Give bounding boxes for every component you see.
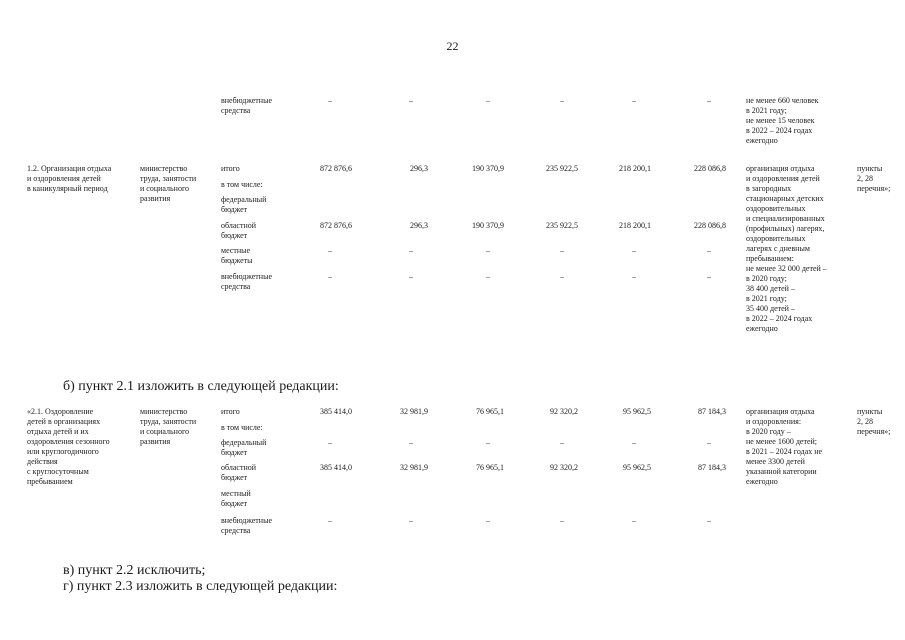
value-cell: 92 320,2 xyxy=(550,407,578,416)
value-cell: – xyxy=(707,272,711,281)
value-cell: 296,3 xyxy=(410,164,428,173)
source-local: местные бюджеты xyxy=(221,246,253,265)
value-cell: 872 876,6 xyxy=(320,164,352,173)
source-offbudget: внебюджетные средства xyxy=(221,516,272,535)
value-cell: – xyxy=(707,516,711,525)
measure-name: «2.1. Оздоровление детей в организациях отдыха детей и их оздоровления сезонного или круглогодичного действия с круглосуточным пребыванием xyxy=(27,407,110,486)
value-cell: 235 922,5 xyxy=(546,164,578,173)
value-cell: – xyxy=(328,246,332,255)
value-cell: 76 965,1 xyxy=(476,463,504,472)
value-cell: 190 370,9 xyxy=(472,221,504,230)
value-cell: 218 200,1 xyxy=(619,164,651,173)
value-cell: – xyxy=(409,516,413,525)
value-cell: 235 922,5 xyxy=(546,221,578,230)
value-cell: 95 962,5 xyxy=(623,463,651,472)
value-cell: 190 370,9 xyxy=(472,164,504,173)
value-cell: 218 200,1 xyxy=(619,221,651,230)
value-cell: 87 184,3 xyxy=(698,407,726,416)
value-cell: 385 414,0 xyxy=(320,463,352,472)
value-cell: – xyxy=(632,246,636,255)
executor: министерство труда, занятости и социального развития xyxy=(140,407,197,446)
source-including: в том числе: xyxy=(221,180,263,189)
reference-text: пункты 2, 28 перечня»; xyxy=(857,164,891,193)
source-regional: областной бюджет xyxy=(221,463,257,482)
outcome-text: организация отдыха и оздоровления: в 2020 году – не менее 1600 детей; в 2021 – 2024 годах не менее 3300 детей указанной категории ежегодно xyxy=(746,407,823,486)
paragraph-v: в) пункт 2.2 исключить; xyxy=(63,563,206,578)
value-cell: 76 965,1 xyxy=(476,407,504,416)
value-cell: – xyxy=(409,272,413,281)
value-cell: – xyxy=(486,516,490,525)
source-offbudget: внебюджетные средства xyxy=(221,96,272,115)
source-federal: федеральный бюджет xyxy=(221,438,267,457)
value-cell: 872 876,6 xyxy=(320,221,352,230)
value-cell: – xyxy=(409,96,413,105)
source-federal: федеральный бюджет xyxy=(221,195,267,214)
value-cell: 385 414,0 xyxy=(320,407,352,416)
outcome-text: не менее 660 человек в 2021 году; не менее 15 человек в 2022 – 2024 годах ежегодно xyxy=(746,96,819,145)
value-cell: – xyxy=(560,516,564,525)
source-including: в том числе: xyxy=(221,423,263,432)
value-cell: – xyxy=(328,272,332,281)
source-total: итого xyxy=(221,164,240,173)
value-cell: – xyxy=(707,96,711,105)
value-cell: – xyxy=(707,246,711,255)
value-cell: – xyxy=(328,516,332,525)
value-cell: – xyxy=(560,272,564,281)
value-cell: – xyxy=(486,96,490,105)
source-total: итого xyxy=(221,407,240,416)
value-cell: 32 981,9 xyxy=(400,463,428,472)
paragraph-b: б) пункт 2.1 изложить в следующей редакции: xyxy=(63,379,339,394)
value-cell: – xyxy=(328,438,332,447)
value-cell: – xyxy=(486,438,490,447)
page-number: 22 xyxy=(446,39,459,53)
measure-name: 1.2. Организация отдыха и оздоровления детей в каникулярный период xyxy=(27,164,112,193)
value-cell: 228 086,8 xyxy=(694,221,726,230)
value-cell: – xyxy=(328,96,332,105)
outcome-text: организация отдыха и оздоровления детей в загородных стационарных детских оздоровительных и специализированных (профильных) лагерях, оздоровительных лагерях с дневным пребыванием: не менее 32 000 детей – в 2020 году; 38 400 детей – в 2021 году; 35 400 детей – в 2022 – 2024 годах ежегодно xyxy=(746,164,827,333)
value-cell: – xyxy=(486,246,490,255)
value-cell: – xyxy=(560,438,564,447)
value-cell: 32 981,9 xyxy=(400,407,428,416)
value-cell: – xyxy=(632,272,636,281)
source-offbudget: внебюджетные средства xyxy=(221,272,272,291)
value-cell: – xyxy=(707,438,711,447)
value-cell: 92 320,2 xyxy=(550,463,578,472)
reference-text: пункты 2, 28 перечня»; xyxy=(857,407,891,436)
value-cell: 87 184,3 xyxy=(698,463,726,472)
value-cell: – xyxy=(560,246,564,255)
source-local: местный бюджет xyxy=(221,489,251,508)
value-cell: – xyxy=(409,246,413,255)
value-cell: 296,3 xyxy=(410,221,428,230)
value-cell: – xyxy=(560,96,564,105)
value-cell: – xyxy=(632,438,636,447)
value-cell: 228 086,8 xyxy=(694,164,726,173)
value-cell: – xyxy=(486,272,490,281)
paragraph-g: г) пункт 2.3 изложить в следующей редакции: xyxy=(63,579,338,594)
value-cell: – xyxy=(632,516,636,525)
source-regional: областной бюджет xyxy=(221,221,257,240)
executor: министерство труда, занятости и социального развития xyxy=(140,164,197,203)
value-cell: – xyxy=(632,96,636,105)
value-cell: 95 962,5 xyxy=(623,407,651,416)
value-cell: – xyxy=(409,438,413,447)
